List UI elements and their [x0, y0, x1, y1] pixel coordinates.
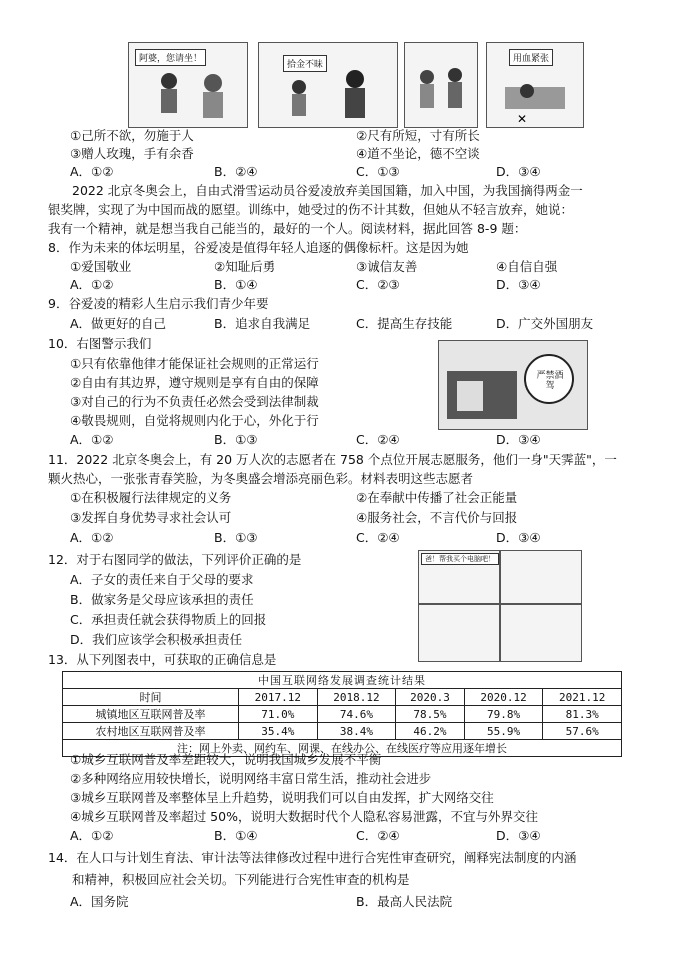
q7-answer-b[interactable]: B．②④ [214, 164, 258, 179]
panel-caption: 用血紧张 [509, 49, 553, 66]
q7-option-4: ④道不坐论，德不空谈 [356, 146, 480, 161]
table-cell: 38.4% [317, 723, 396, 740]
q11-option-1: ①在积极履行法律规定的义务 [70, 490, 232, 505]
cartoon-panel-helping [404, 42, 478, 128]
table-header: 2021.12 [543, 689, 622, 706]
q11-option-4: ④服务社会，不言代价与回报 [356, 510, 518, 525]
comic-panel-2 [500, 550, 582, 604]
svg-text:✕: ✕ [517, 112, 528, 126]
q13-stem: 13．从下列图表中，可获取的正确信息是 [48, 652, 277, 667]
table-cell: 71.0% [239, 706, 318, 723]
comic-panel-1 [418, 550, 500, 604]
q7-option-3: ③赠人玫瑰，手有余香 [70, 146, 194, 161]
passage-line-3: 我有一个精神，就是想当我自己能当的，最好的一个人。阅读材料，据此回答 8-9 题： [48, 221, 527, 236]
q12-answer-b[interactable]: B．做家务是父母应该承担的责任 [70, 592, 254, 607]
table-cell: 78.5% [396, 706, 464, 723]
q13-answer-a[interactable]: A．①② [70, 828, 114, 843]
q13-answer-d[interactable]: D．③④ [496, 828, 541, 843]
table-cell: 35.4% [239, 723, 318, 740]
q13-answer-c[interactable]: C．②④ [356, 828, 400, 843]
warning-sign-text: 严禁酒驾 [536, 371, 564, 391]
comic-panel-3 [418, 604, 500, 662]
people-illustration [129, 43, 247, 127]
q13-answer-b[interactable]: B．①④ [214, 828, 258, 843]
table-cell: 81.3% [543, 706, 622, 723]
people-illustration [487, 43, 583, 127]
q10-answer-a[interactable]: A．①② [70, 432, 114, 447]
q11-answer-d[interactable]: D．③④ [496, 530, 541, 545]
q10-answer-b[interactable]: B．①③ [214, 432, 258, 447]
q8-option-3: ③诚信友善 [356, 259, 418, 274]
q7-answer-c[interactable]: C．①③ [356, 164, 400, 179]
q10-option-1: ①只有依靠他律才能保证社会规则的正常运行 [70, 356, 319, 371]
q9-answer-b[interactable]: B．追求自我满足 [214, 316, 311, 331]
q10-option-2: ②自由有其边界，遵守规则是享有自由的保障 [70, 375, 319, 390]
q14-answer-b[interactable]: B．最高人民法院 [356, 894, 453, 909]
q13-option-2: ②多种网络应用较快增长，说明网络丰富日常生活，推动社会进步 [70, 771, 432, 786]
q11-stem-line-1: 11．2022 北京冬奥会上，有 20 万人次的志愿者在 758 个点位开展志愿服务，他们一身"天霁蓝"，一 [48, 452, 617, 467]
q7-option-2: ②尺有所短，寸有所长 [356, 128, 480, 143]
q11-stem-line-2: 颗火热心，一张张青春笑脸，为冬奥盛会增添亮丽色彩。材料表明这些志愿者 [48, 471, 474, 486]
table-cell: 57.6% [543, 723, 622, 740]
q9-answer-c[interactable]: C．提高生存技能 [356, 316, 453, 331]
table-cell: 79.8% [464, 706, 543, 723]
q8-option-2: ②知耻后勇 [214, 259, 276, 274]
cartoon-panel-offer-seat [128, 42, 248, 128]
row-label: 农村地区互联网普及率 [63, 723, 239, 740]
q14-answer-a[interactable]: A．国务院 [70, 894, 129, 909]
internet-statistics-table [62, 671, 622, 757]
q8-option-4: ④自信自强 [496, 259, 558, 274]
cartoon-panel-return-lost-item [258, 42, 398, 128]
q8-stem: 8．作为未来的体坛明星，谷爱凌是值得年轻人追逐的偶像标杆。这是因为她 [48, 240, 469, 255]
q9-stem: 9．谷爱凌的精彩人生启示我们青少年要 [48, 296, 269, 311]
q7-answer-d[interactable]: D．③④ [496, 164, 541, 179]
q12-answer-a[interactable]: A．子女的责任来自于父母的要求 [70, 572, 254, 587]
table-note: 注：网上外卖、网约车、网课、在线办公、在线医疗等应用逐年增长 [63, 740, 622, 757]
table-header: 2018.12 [317, 689, 396, 706]
table-row [63, 723, 622, 740]
q12-answer-c[interactable]: C．承担责任就会获得物质上的回报 [70, 612, 267, 627]
q12-answer-d[interactable]: D．我们应该学会积极承担责任 [70, 632, 243, 647]
q10-answer-c[interactable]: C．②④ [356, 432, 400, 447]
passage-line-2: 银奖牌，实现了为中国而战的愿望。训练中，她受过的伤不计其数，但她从不轻言放弃，她说： [48, 202, 574, 217]
panel-caption: 拾金不昧 [283, 55, 327, 72]
q13-option-3: ③城乡互联网普及率整体呈上升趋势，说明我们可以自由发挥，扩大网络交往 [70, 790, 494, 805]
q12-stem: 12．对于右图同学的做法，下列评价正确的是 [48, 552, 302, 567]
table-header: 2017.12 [239, 689, 318, 706]
q9-answer-a[interactable]: A．做更好的自己 [70, 316, 167, 331]
q10-stem: 10．右图警示我们 [48, 336, 152, 351]
table-cell: 55.9% [464, 723, 543, 740]
q8-answer-b[interactable]: B．①④ [214, 277, 258, 292]
comic-panel-4 [500, 604, 582, 662]
table-header: 时间 [63, 689, 239, 706]
q10-option-3: ③对自己的行为不负责任必然会受到法律制裁 [70, 394, 319, 409]
drunk-driving-cartoon [438, 340, 588, 430]
table-header: 2020.12 [464, 689, 543, 706]
q13-option-1: ①城乡互联网普及率差距较大，说明我国城乡发展不平衡 [70, 752, 382, 767]
comic-speech-bubble: 爸！帮我买个电脑吧！ [421, 553, 499, 565]
q9-answer-d[interactable]: D．广交外国朋友 [496, 316, 594, 331]
q14-stem-line-2: 和精神，积极回应社会关切。下列能进行合宪性审查的机构是 [72, 872, 410, 887]
q10-option-4: ④敬畏规则，自觉将规则内化于心，外化于行 [70, 413, 319, 428]
q14-stem-line-1: 14．在人口与计划生育法、审计法等法律修改过程中进行合宪性审查研究，阐释宪法制度的内涵 [48, 850, 577, 865]
q7-option-1: ①己所不欲，勿施于人 [70, 128, 194, 143]
q11-option-3: ③发挥自身优势寻求社会认可 [70, 510, 232, 525]
table-header: 2020.3 [396, 689, 464, 706]
q11-option-2: ②在奉献中传播了社会正能量 [356, 490, 518, 505]
panel-caption: 阿婆，您请坐！ [135, 49, 206, 66]
q8-answer-d[interactable]: D．③④ [496, 277, 541, 292]
table-cell: 46.2% [396, 723, 464, 740]
passage-line-1: 2022 北京冬奥会上，自由式滑雪运动员谷爱凌放弃美国国籍，加入中国，为我国摘得两金一 [72, 183, 583, 198]
q10-answer-d[interactable]: D．③④ [496, 432, 541, 447]
q7-answer-a[interactable]: A．①② [70, 164, 114, 179]
q11-answer-a[interactable]: A．①② [70, 530, 114, 545]
q13-option-4: ④城乡互联网普及率超过 50%，说明大数据时代个人隐私容易泄露，不宜与外界交往 [70, 809, 538, 824]
q11-answer-b[interactable]: B．①③ [214, 530, 258, 545]
q8-answer-c[interactable]: C．②③ [356, 277, 400, 292]
people-illustration [259, 43, 397, 127]
table-title: 中国互联网络发展调查统计结果 [63, 672, 622, 689]
q8-option-1: ①爱国敬业 [70, 259, 132, 274]
table-row [63, 706, 622, 723]
q8-answer-a[interactable]: A．①② [70, 277, 114, 292]
row-label: 城镇地区互联网普及率 [63, 706, 239, 723]
table-cell: 74.6% [317, 706, 396, 723]
q11-answer-c[interactable]: C．②④ [356, 530, 400, 545]
cartoon-panel-blood-donation [486, 42, 584, 128]
people-illustration [405, 43, 477, 127]
